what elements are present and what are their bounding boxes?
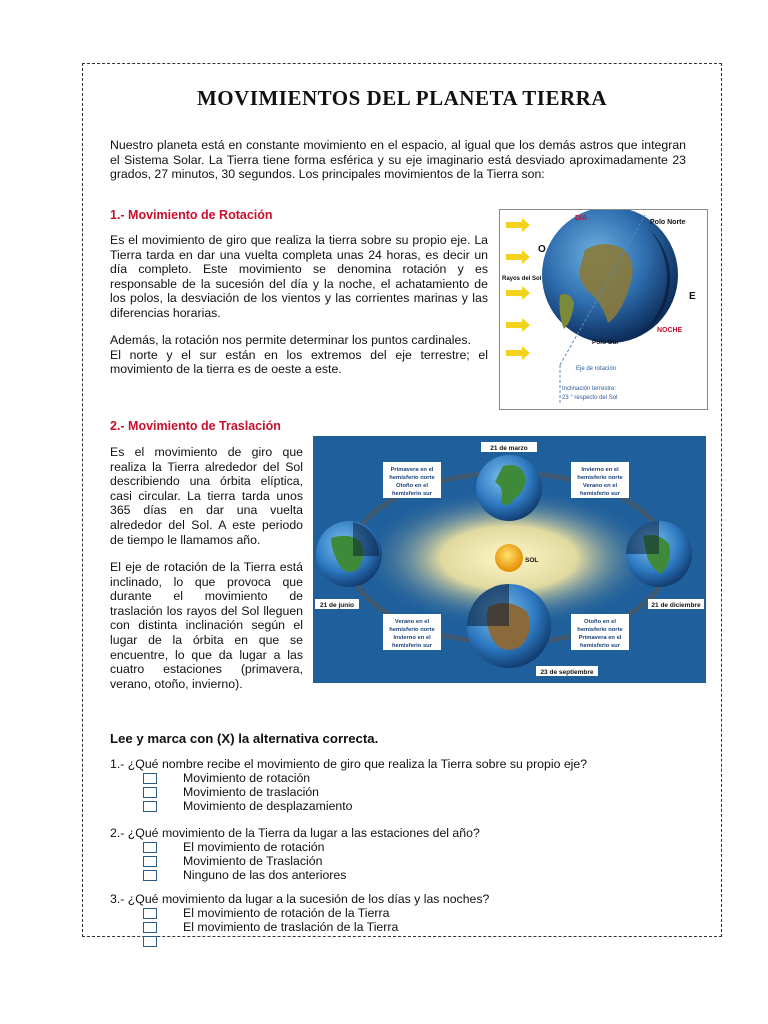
checkbox[interactable] xyxy=(143,801,157,812)
rotation-paragraph: Es el movimiento de giro que realiza la tierra sobre su propio eje. La Tierra tarda en dar una vuelta completa unas 24 horas, es decir un día completo. Este movimiento se denomina rotación y es responsable de la sucesión del día y la noche, el achatamiento de los polos, la desviación de los vientos y las corrientes marinas y las diferencias horarias. xyxy=(110,233,488,320)
checkbox[interactable] xyxy=(143,856,157,867)
option-2c xyxy=(143,868,346,882)
rotation-diagram xyxy=(500,210,707,409)
o-label: O xyxy=(538,244,546,255)
svg-text:21 de marzo: 21 de marzo xyxy=(490,445,528,452)
option-label: Movimiento de Traslación xyxy=(183,854,323,868)
option-label: Movimiento de traslación xyxy=(183,785,320,799)
season-box-top-right xyxy=(571,462,629,498)
translation-paragraph: Es el movimiento de giro que realiza la Tierra alrededor del Sol describiendo una órbita elíptica, casi circular. La tierra tarda unos 365 días en dar una vuelta alrededor del Sol. A este periodo de tiempo le llamamos año. xyxy=(110,445,303,547)
translation-figure xyxy=(313,436,706,683)
sun xyxy=(495,544,523,572)
ray-arrow xyxy=(506,318,530,332)
svg-text:hemisferio norte: hemisferio norte xyxy=(389,627,435,633)
rotation-paragraph-2 xyxy=(110,333,488,377)
checkbox[interactable] xyxy=(143,842,157,853)
svg-text:hemisferio sur: hemisferio sur xyxy=(580,643,620,649)
svg-text:23 de septiembre: 23 de septiembre xyxy=(540,669,594,676)
checkbox[interactable] xyxy=(143,936,157,947)
inclinacion-label-1: Inclinación terrestre: xyxy=(562,386,617,392)
season-box-bottom-right xyxy=(571,614,629,650)
earth-june xyxy=(316,521,382,587)
svg-text:hemisferio norte: hemisferio norte xyxy=(577,475,623,481)
option-2a xyxy=(143,840,324,854)
rotation-heading: 1.- Movimiento de Rotación xyxy=(110,208,273,222)
season-box-bottom-left xyxy=(383,614,441,650)
svg-text:Primavera en el: Primavera en el xyxy=(578,635,622,641)
intro-paragraph: Nuestro planeta está en constante movimiento en el espacio, al igual que los demás astros que integran el Sistema Solar. La Tierra tiene forma esférica y su eje imaginario está desviado aproximadamente 23 grados, 27 minutos, 30 segundos. Los principales movimientos de la Tierra son: xyxy=(110,138,686,182)
option-label: El movimiento de rotación de la Tierra xyxy=(183,906,390,920)
date-septiembre xyxy=(536,666,598,676)
svg-text:Invierno en el: Invierno en el xyxy=(581,467,619,473)
question-2: 2.- ¿Qué movimiento de la Tierra da lugar a las estaciones del año? xyxy=(110,826,480,840)
ray-arrow xyxy=(506,286,530,300)
earth-december xyxy=(626,521,692,587)
svg-text:21 de junio: 21 de junio xyxy=(320,602,354,609)
translation-paragraph-2: El eje de rotación de la Tierra está inclinado, lo que provoca que durante el movimiento de traslación los rayos del Sol lleguen con distinta inclinación según el lugar de la órbita en que se encuentre, lo que da lugar a las cuatro estaciones (primavera, verano, otoño, invierno). xyxy=(110,560,303,691)
checkbox[interactable] xyxy=(143,773,157,784)
translation-heading: 2.- Movimiento de Traslación xyxy=(110,419,281,433)
rotation-figure xyxy=(499,209,708,410)
svg-text:21 de diciembre: 21 de diciembre xyxy=(651,602,701,609)
rayos-label: Rayos del Sol xyxy=(502,276,542,282)
earth-march xyxy=(476,455,542,521)
sol-label: SOL xyxy=(525,557,539,564)
quiz-title: Lee y marca con (X) la alternativa correcta. xyxy=(110,731,379,746)
e-label: E xyxy=(689,291,696,302)
svg-text:Verano en el: Verano en el xyxy=(394,619,430,625)
question-1: 1.- ¿Qué nombre recibe el movimiento de giro que realiza la Tierra sobre su propio eje? xyxy=(110,757,588,771)
option-3b xyxy=(143,920,398,934)
ray-arrow xyxy=(506,346,530,360)
svg-text:hemisferio norte: hemisferio norte xyxy=(389,475,435,481)
svg-text:hemisferio norte: hemisferio norte xyxy=(577,627,623,633)
question-3: 3.- ¿Qué movimiento da lugar a la sucesión de los días y las noches? xyxy=(110,892,490,906)
option-label: Movimiento de rotación xyxy=(183,771,311,785)
svg-text:Verano en el: Verano en el xyxy=(582,483,618,489)
option-label: El movimiento de rotación xyxy=(183,840,325,854)
svg-text:Otoño en el: Otoño en el xyxy=(396,483,428,489)
checkbox[interactable] xyxy=(143,922,157,933)
rotation-paragraph-2b: El norte y el sur están en los extremos del eje terrestre; el movimiento de la tierra es de oeste a este. xyxy=(110,347,488,377)
translation-diagram xyxy=(313,436,706,683)
svg-text:hemisferio sur: hemisferio sur xyxy=(580,491,620,497)
checkbox[interactable] xyxy=(143,870,157,881)
earth-september xyxy=(467,584,551,668)
svg-text:Primavera en el: Primavera en el xyxy=(390,467,434,473)
svg-text:hemisferio sur: hemisferio sur xyxy=(392,643,432,649)
season-box-top-left xyxy=(383,462,441,498)
checkbox[interactable] xyxy=(143,787,157,798)
polo-sur-label: Polo Sur xyxy=(592,339,619,346)
eje-label: Eje de rotación xyxy=(576,366,617,372)
option-2b xyxy=(143,854,322,868)
option-label: Movimiento de desplazamiento xyxy=(183,799,353,813)
option-1b xyxy=(143,785,319,799)
option-3a xyxy=(143,906,389,920)
rotation-paragraph-2a: Además, la rotación nos permite determinar los puntos cardinales. xyxy=(110,333,471,347)
sun-rays xyxy=(506,218,530,360)
ray-arrow xyxy=(506,250,530,264)
svg-text:Otoño en el: Otoño en el xyxy=(584,619,616,625)
polo-norte-label: Polo Norte xyxy=(650,219,686,226)
svg-text:Invierno en el: Invierno en el xyxy=(393,635,431,641)
svg-text:hemisferio sur: hemisferio sur xyxy=(392,491,432,497)
checkbox[interactable] xyxy=(143,908,157,919)
inclinacion-label-2: 23 ° respecto del Sol xyxy=(562,395,618,401)
option-label: El movimiento de traslación de la Tierra xyxy=(183,920,399,934)
page-title: MOVIMIENTOS DEL PLANETA TIERRA xyxy=(196,86,607,110)
option-3c xyxy=(143,934,183,948)
date-marzo xyxy=(481,442,537,452)
ray-arrow xyxy=(506,218,530,232)
dia-label: DÍA xyxy=(575,215,588,222)
option-1a xyxy=(143,771,310,785)
date-diciembre xyxy=(648,599,704,609)
option-label: Ninguno de las dos anteriores xyxy=(183,868,347,882)
date-junio xyxy=(315,599,359,609)
option-1c xyxy=(143,799,353,813)
noche-label: NOCHE xyxy=(657,327,683,334)
